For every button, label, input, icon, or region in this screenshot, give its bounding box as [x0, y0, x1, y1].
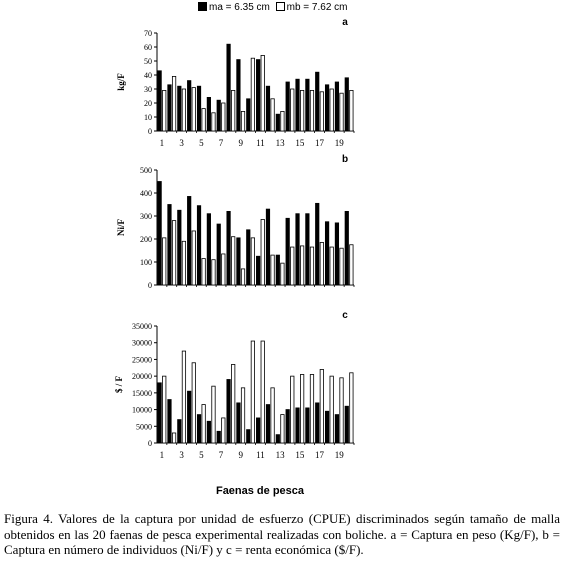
bar-ma: [168, 85, 171, 131]
y-tick-label: 20: [144, 99, 152, 108]
bar-mb: [281, 415, 284, 443]
bar-ma: [187, 81, 190, 131]
bar-ma: [345, 78, 348, 131]
bar-ma: [325, 411, 328, 443]
y-tick-label: 15000: [132, 388, 152, 398]
bar-mb: [163, 238, 166, 285]
bar-mb: [330, 247, 333, 285]
bar-mb: [340, 93, 343, 131]
x-tick-label: 13: [275, 450, 285, 460]
bar-mb: [192, 363, 195, 443]
panel-label: c: [342, 310, 348, 321]
bar-ma: [178, 420, 181, 443]
y-tick-label: 40: [144, 71, 152, 80]
bar-ma: [197, 206, 200, 285]
bar-ma: [316, 203, 319, 285]
bar-ma: [335, 223, 338, 285]
bar-mb: [192, 231, 195, 285]
bar-ma: [197, 415, 200, 443]
legend-label-dark: ma = 6.35 cm: [209, 2, 270, 13]
bar-ma: [158, 383, 161, 443]
bar-ma: [207, 97, 210, 131]
x-tick-label: 11: [256, 138, 265, 148]
bar-mb: [330, 89, 333, 131]
bar-mb: [241, 111, 244, 131]
bar-mb: [212, 386, 215, 443]
bar-ma: [335, 82, 338, 131]
bar-mb: [300, 90, 303, 131]
y-tick-label: 10000: [132, 405, 152, 415]
bar-ma: [306, 79, 309, 131]
bar-ma: [247, 430, 250, 443]
bar-mb: [291, 376, 294, 443]
x-tick-label: 1: [159, 138, 165, 148]
bar-mb: [182, 351, 185, 443]
bar-mb: [202, 259, 205, 285]
bar-mb: [172, 433, 175, 443]
bar-mb: [300, 246, 303, 285]
bar-mb: [291, 247, 294, 285]
bar-ma: [197, 86, 200, 131]
bar-ma: [227, 379, 230, 443]
y-tick-label: 60: [144, 43, 152, 52]
bar-ma: [256, 418, 259, 443]
bar-mb: [163, 90, 166, 131]
bar-ma: [276, 255, 279, 285]
bar-ma: [266, 86, 269, 131]
legend-label-light: mb = 7.62 cm: [286, 2, 348, 13]
y-tick-label: 10: [144, 113, 152, 122]
x-tick-label: 7: [218, 138, 224, 148]
bar-mb: [222, 103, 225, 131]
bar-mb: [231, 364, 234, 443]
bar-ma: [276, 114, 279, 131]
bar-ma: [158, 182, 161, 286]
bar-mb: [350, 245, 353, 285]
bar-ma: [217, 431, 220, 443]
bar-mb: [261, 55, 264, 131]
bar-ma: [316, 403, 319, 443]
bar-ma: [286, 410, 289, 443]
bar-ma: [296, 79, 299, 131]
bar-mb: [320, 369, 323, 443]
y-tick-label: 0: [148, 281, 152, 290]
y-tick-label: 500: [140, 166, 152, 175]
y-tick-label: 30: [144, 85, 152, 94]
y-axis-label: Ni/F: [116, 219, 126, 236]
bar-mb: [281, 111, 284, 131]
bar-mb: [182, 89, 185, 131]
bar-mb: [202, 405, 205, 443]
bar-mb: [330, 376, 333, 443]
y-tick-label: 100: [140, 258, 152, 267]
bar-mb: [212, 260, 215, 285]
bar-ma: [296, 214, 299, 285]
bar-mb: [340, 378, 343, 443]
x-tick-label: 13: [275, 138, 285, 148]
bar-mb: [300, 374, 303, 443]
bar-mb: [310, 90, 313, 131]
x-tick-label: 11: [256, 450, 265, 460]
bar-ma: [178, 210, 181, 285]
bar-ma: [168, 400, 171, 443]
bar-mb: [271, 99, 274, 131]
panel-label: b: [341, 154, 349, 165]
x-tick-label: 5: [199, 138, 204, 148]
x-tick-label: 15: [295, 450, 305, 460]
y-tick-label: 30000: [132, 338, 152, 348]
bar-ma: [286, 82, 289, 131]
bar-mb: [281, 263, 284, 285]
bar-mb: [231, 237, 234, 285]
bar-ma: [187, 196, 190, 285]
bar-mb: [340, 248, 343, 285]
bar-ma: [256, 256, 259, 285]
y-tick-label: 70: [144, 29, 152, 38]
bar-ma: [207, 421, 210, 443]
bar-ma: [178, 86, 181, 131]
y-tick-label: 50: [144, 57, 152, 66]
x-tick-label: 19: [334, 450, 344, 460]
bar-mb: [251, 238, 254, 285]
bar-ma: [227, 211, 230, 285]
bar-ma: [247, 99, 250, 131]
x-tick-label: 19: [334, 138, 344, 148]
bar-mb: [310, 374, 313, 443]
bar-ma: [345, 211, 348, 285]
bar-mb: [163, 376, 166, 443]
bar-ma: [266, 209, 269, 285]
y-tick-label: 35000: [132, 322, 152, 331]
y-tick-label: 200: [140, 235, 152, 244]
bar-ma: [256, 60, 259, 131]
bar-ma: [217, 100, 220, 131]
bar-mb: [222, 254, 225, 285]
bar-ma: [296, 408, 299, 443]
bar-mb: [251, 58, 254, 131]
x-tick-label: 1: [159, 450, 165, 460]
bar-ma: [227, 44, 230, 131]
bar-ma: [266, 405, 269, 443]
panel-label: a: [342, 17, 348, 28]
y-tick-label: 400: [140, 189, 152, 198]
bar-ma: [247, 230, 250, 285]
bar-mb: [261, 341, 264, 443]
bar-mb: [271, 255, 274, 285]
bar-ma: [286, 218, 289, 285]
x-tick-label: 15: [295, 138, 305, 148]
bar-mb: [241, 388, 244, 443]
bar-mb: [241, 269, 244, 285]
bar-mb: [251, 341, 254, 443]
bar-mb: [172, 221, 175, 285]
bar-mb: [350, 90, 353, 131]
bar-ma: [217, 224, 220, 285]
bar-mb: [222, 418, 225, 443]
bar-ma: [237, 238, 240, 285]
bar-mb: [310, 247, 313, 285]
bar-mb: [291, 89, 294, 131]
x-tick-label: 9: [238, 450, 243, 460]
bar-mb: [172, 76, 175, 131]
y-tick-label: 25000: [132, 355, 152, 365]
bar-ma: [276, 435, 279, 443]
x-tick-label: 3: [179, 450, 184, 460]
x-tick-label: 5: [199, 450, 204, 460]
bar-ma: [345, 406, 348, 443]
bar-ma: [325, 222, 328, 285]
bar-ma: [325, 85, 328, 131]
x-tick-label: 3: [179, 138, 184, 148]
bar-ma: [158, 71, 161, 131]
y-tick-label: 5000: [136, 422, 152, 432]
x-tick-label: 17: [315, 450, 325, 460]
x-tick-label: 17: [315, 138, 325, 148]
bar-mb: [182, 241, 185, 285]
x-tick-label: 9: [238, 138, 243, 148]
bar-ma: [306, 408, 309, 443]
bar-ma: [207, 214, 210, 285]
bar-ma: [306, 214, 309, 285]
y-tick-label: 0: [148, 439, 152, 448]
y-tick-label: 300: [140, 212, 152, 221]
bar-ma: [168, 205, 171, 286]
bar-ma: [237, 403, 240, 443]
y-tick-label: 0: [148, 127, 152, 136]
bar-mb: [202, 109, 205, 131]
y-tick-label: 20000: [132, 372, 152, 382]
bar-ma: [335, 415, 338, 443]
x-axis-title: Faenas de pesca: [215, 485, 305, 497]
bar-mb: [350, 373, 353, 443]
bar-mb: [192, 88, 195, 131]
x-tick-label: 7: [218, 450, 224, 460]
bar-mb: [212, 113, 215, 131]
bar-ma: [316, 72, 319, 131]
bar-ma: [237, 60, 240, 131]
bar-ma: [187, 391, 190, 443]
bar-mb: [231, 90, 234, 131]
bar-mb: [320, 92, 323, 131]
bar-mb: [320, 242, 323, 285]
y-axis-label: $ / F: [114, 376, 124, 393]
y-axis-label: kg/F: [116, 73, 126, 91]
bar-mb: [261, 219, 264, 285]
bar-mb: [271, 388, 274, 443]
figure-caption: Figura 4. Valores de la captura por unidad de esfuerzo (CPUE) discriminados según tamaño de malla obtenidos en las 20 faenas de pesca experimental realizadas con boliche. a = Captura en peso (Kg/F), b = Captura en número de individuos (Ni/F) y c = renta económica ($/F).: [4, 511, 560, 557]
